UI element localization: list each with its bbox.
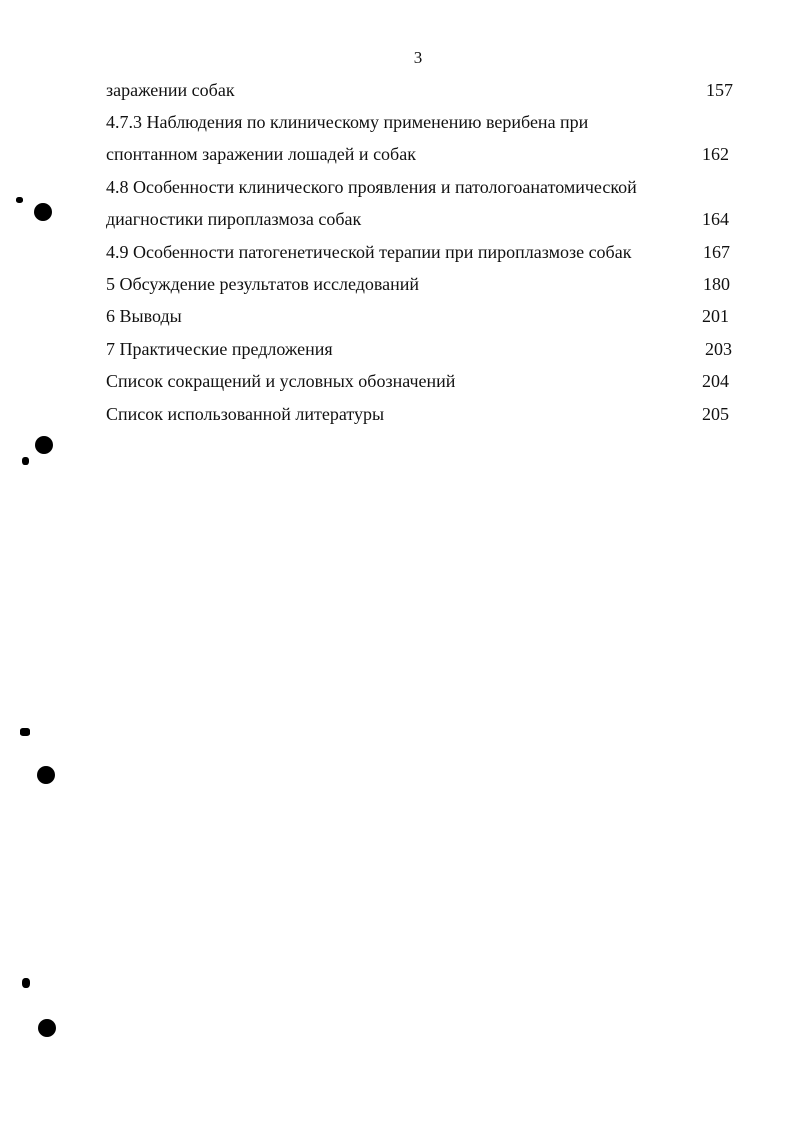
toc-entry-text: 5 Обсуждение результатов исследований — [106, 274, 420, 294]
toc-entry-text: 4.7.3 Наблюдения по клиническому применению верибена при — [106, 112, 589, 132]
punch-hole — [34, 203, 52, 221]
toc-entry-text: 7 Практические предложения — [106, 339, 333, 359]
toc-entry-page: 203 — [705, 339, 732, 359]
toc-entry-page: 162 — [702, 144, 729, 164]
toc-entry-text: спонтанном заражении лошадей и собак — [106, 144, 416, 164]
toc-entry-text: 4.9 Особенности патогенетической терапии при пироплазмозе собак — [106, 242, 632, 262]
toc-entry-text: Список использованной литературы — [106, 404, 385, 424]
scan-speck — [20, 728, 30, 736]
scan-speck — [22, 978, 30, 988]
toc-entry-text: 6 Выводы — [106, 306, 182, 326]
toc-entry-text: Список сокращений и условных обозначений — [106, 371, 456, 391]
toc-entry-text: диагностики пироплазмоза собак — [106, 209, 362, 229]
toc-entry-page: 205 — [702, 404, 729, 424]
page-number: 3 — [413, 48, 423, 67]
punch-hole — [37, 766, 55, 784]
toc-entry-page: 167 — [703, 242, 730, 262]
toc-entry-text: 4.8 Особенности клинического проявления и патологоанатомической — [106, 177, 637, 197]
scan-speck — [16, 197, 23, 203]
toc-entry-page: 164 — [702, 209, 729, 229]
toc-entry-text: заражении собак — [106, 80, 235, 100]
toc-entry-page: 180 — [703, 274, 730, 294]
scan-speck — [22, 457, 29, 465]
punch-hole — [35, 436, 53, 454]
toc-entry-page: 204 — [702, 371, 729, 391]
toc-entry-page: 157 — [706, 80, 733, 100]
toc-entry-page: 201 — [702, 306, 729, 326]
punch-hole — [38, 1019, 56, 1037]
